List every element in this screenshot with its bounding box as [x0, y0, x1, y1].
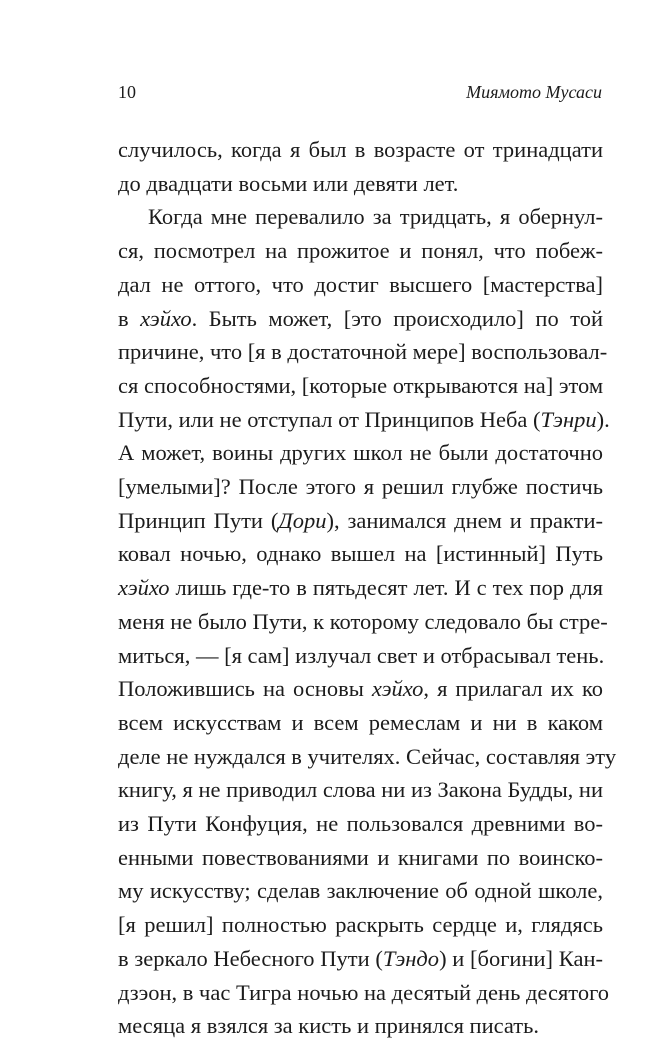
text-segment: Когда мне перевалило за тридцать, я обернул- — [148, 204, 603, 230]
text-segment: [я решил] полностью раскрыть сердце и, глядясь — [118, 912, 603, 938]
text-line — [118, 639, 603, 673]
text-segment: деле не нуждался в учителях. Сейчас, составляя эту — [118, 743, 617, 769]
text-segment: му искусству; сделав заключение об одной школе, — [118, 878, 603, 904]
text-segment: . Быть может, [это происходило] по той — [191, 305, 604, 331]
text-segment: дзэон, в час Тигра ночью на десятый день десятого — [118, 979, 610, 1005]
text-line — [118, 773, 603, 807]
text-segment: Положившись на основы — [118, 676, 372, 702]
page-number: 10 — [118, 82, 136, 102]
text-line — [118, 369, 603, 403]
text-line — [118, 335, 608, 369]
text-segment: Принцип Пути ( — [118, 507, 279, 533]
text-segment: Пути, или не отступал от Принципов Неба ( — [118, 406, 541, 432]
text-segment: миться, — [я сам] излучал свет и отбрасывал тень. — [118, 642, 605, 668]
text-line — [118, 470, 603, 504]
body-text — [118, 133, 617, 1043]
text-line — [118, 841, 603, 875]
text-segment: [умелыми]? После этого я решил глубже постичь — [118, 474, 603, 500]
text-line — [118, 706, 603, 740]
text-line — [118, 302, 603, 336]
italic-term: Тэндо — [382, 945, 440, 971]
text-segment: , я прилагал их ко — [423, 676, 603, 702]
text-segment: книгу, я не приводил слова ни из Закона Будды, ни — [118, 777, 604, 803]
text-segment: дал не оттого, что достиг высшего [мастерства] — [118, 271, 603, 297]
text-segment: причине, что [я в достаточной мере] воспользовал- — [118, 339, 608, 365]
text-line — [118, 874, 603, 908]
italic-term: хэйхо — [371, 676, 424, 702]
text-line — [118, 200, 603, 234]
text-segment: до двадцати восьми или девяти лет. — [118, 170, 459, 196]
text-segment: А может, воины других школ не были достаточно — [118, 440, 603, 466]
text-segment: лишь где-то в пятьдесят лет. И с тех пор для — [169, 575, 603, 601]
text-segment: в зеркало Небесного Пути ( — [118, 945, 383, 971]
text-line — [118, 571, 603, 605]
text-segment: ся, посмотрел на прожитое и понял, что побеж- — [118, 238, 603, 264]
text-line — [118, 1009, 603, 1043]
text-line — [118, 167, 603, 201]
text-segment: всем искусствам и всем ремеслам и ни в каком — [118, 709, 603, 735]
text-segment: из Пути Конфуция, не пользовался древними во- — [118, 811, 603, 837]
text-line — [118, 740, 617, 774]
text-line — [118, 268, 603, 302]
text-line — [118, 672, 603, 706]
text-line — [118, 976, 610, 1010]
text-line — [118, 942, 603, 976]
italic-term: хэйхо — [140, 305, 192, 331]
text-segment: ковал ночью, однако вышел на [истинный] Путь — [118, 541, 603, 567]
text-segment: енными повествованиями и книгами по воинско- — [118, 844, 603, 870]
text-segment: ) и [богини] Кан- — [439, 945, 603, 971]
text-segment: месяца я взялся за кисть и принялся писать. — [118, 1013, 540, 1039]
text-line — [118, 403, 610, 437]
text-line — [118, 436, 603, 470]
running-title: Миямото Мусаси — [466, 82, 602, 102]
text-segment: ). — [596, 406, 610, 432]
text-line — [118, 504, 603, 538]
text-line — [118, 807, 603, 841]
italic-term: хэйхо — [118, 575, 170, 601]
text-segment: ), занимался днем и практи- — [326, 507, 603, 533]
text-line — [118, 908, 603, 942]
text-line — [118, 133, 603, 167]
text-line — [118, 537, 603, 571]
text-line — [118, 234, 603, 268]
text-segment: в — [118, 305, 141, 331]
italic-term: Тэнри — [540, 406, 597, 432]
text-segment: случилось, когда я был в возрасте от тринадцати — [118, 137, 603, 162]
italic-term: Дори — [278, 507, 327, 533]
text-line — [118, 605, 608, 639]
page-header — [118, 82, 602, 112]
text-segment: ся способностями, [которые открываются на] этом — [118, 372, 604, 398]
text-segment: меня не было Пути, к которому следовало бы стре- — [118, 608, 608, 634]
